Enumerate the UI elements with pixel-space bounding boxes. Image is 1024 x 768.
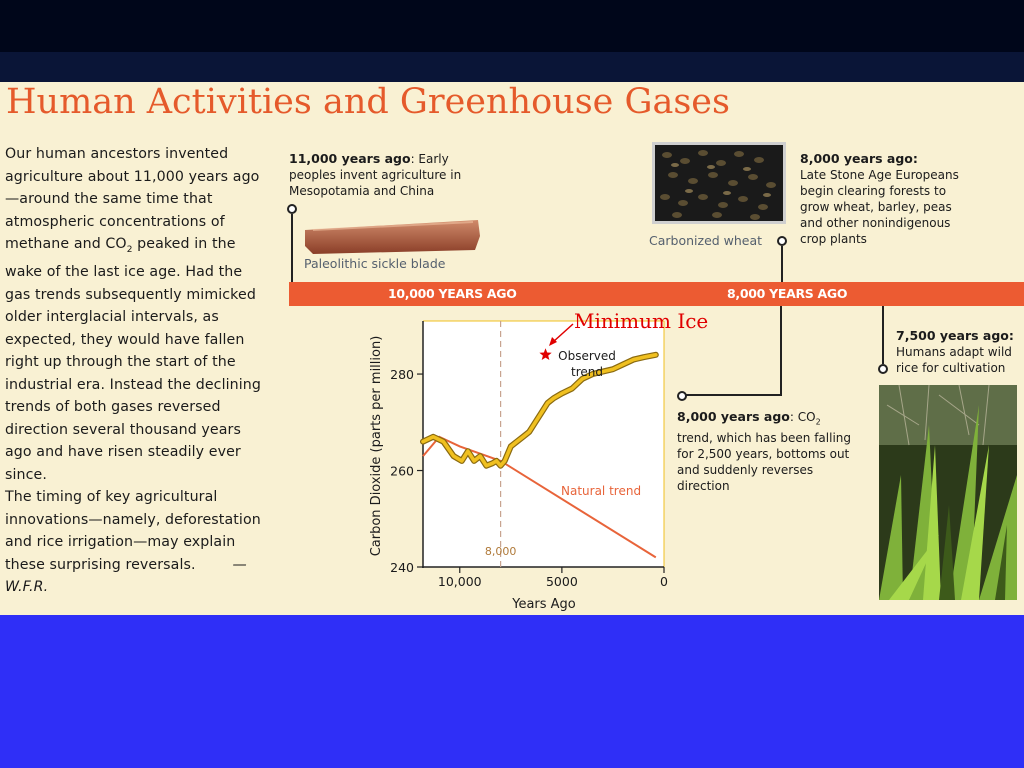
- note-7500: 7,500 years ago: Humans adapt wild rice for cultivation: [896, 328, 1014, 375]
- co2-chart: [360, 300, 680, 612]
- body-text: [5, 143, 267, 599]
- natural-trend-label: Natural trend: [561, 484, 642, 498]
- timeline-connector-8000-co2-horizontal: [686, 394, 782, 396]
- page-title: Human Activities and Greenhouse Gases: [6, 82, 730, 122]
- timeline-connector-11000: [291, 214, 293, 282]
- timeline-connector-8000-co2: [780, 306, 782, 396]
- y-tick-label: 260: [390, 463, 414, 479]
- x-ticks: [438, 567, 668, 589]
- timeline-connector-8000-top: [781, 246, 783, 282]
- y-axis-label: Carbon Dioxide (parts per million): [369, 335, 384, 557]
- observed-trend-label: Observed trend: [558, 349, 616, 379]
- slide-header-band: [0, 52, 1024, 82]
- note-8000-co2: 8,000 years ago: $CO_2$ trend, which has been falling for 2,500 years, bottoms out and suddenly reverses direction: [677, 409, 852, 494]
- timeline-connector-7500: [882, 306, 884, 364]
- timeline-dot-7500: [878, 364, 888, 374]
- body-paragraph-1: Our human ancestors invented agriculture about 11,000 years ago—around the same time that atmospheric concentrations of methane and $CO_2$ peaked in the wake of the last ice age. Had the gas trends subsequently mimicked older interglacial intervals, as expected, they would have fallen right up through the start of the industrial era. Instead the declining trends of both gases reversed direction several thousand years ago and have risen steadily ever since.: [5, 146, 261, 483]
- x-tick-label: 5000: [545, 574, 578, 589]
- signature: —W.F.R.: [5, 556, 247, 596]
- timeline-dot-8000-top: [777, 236, 787, 246]
- minimum-ice-annotation: Minimum Ice: [574, 309, 709, 333]
- wheat-caption: Carbonized wheat: [649, 233, 763, 248]
- subscript-2: 2: [126, 244, 133, 255]
- x-tick-label: 10,000: [437, 574, 482, 589]
- timeline-dot-11000: [287, 204, 297, 214]
- blade-caption: Paleolithic sickle blade: [304, 256, 446, 271]
- note-8000-forests: 8,000 years ago: Late Stone Age Europeans begin clearing forests to grow wheat, barley, peas and other nonindigenous crop plants: [800, 151, 959, 246]
- slide-top-band: [0, 0, 1024, 52]
- sickle-blade-image: [303, 216, 481, 256]
- y-tick-label: 280: [390, 367, 414, 383]
- x-axis-label: Years Ago: [512, 597, 576, 612]
- y-ticks: [390, 367, 423, 575]
- wild-rice-image: [879, 385, 1017, 600]
- timeline-label-10000: 10,000 YEARS AGO: [388, 286, 517, 301]
- note-11000: 11,000 years ago: Early peoples invent agriculture in Mesopotamia and China: [289, 151, 462, 198]
- y-tick-label: 240: [390, 560, 414, 575]
- carbonized-wheat-image: [652, 142, 786, 224]
- reference-line-label: 8,000: [484, 545, 517, 558]
- x-tick-label: 0: [660, 574, 668, 589]
- timeline-label-8000: 8,000 YEARS AGO: [727, 286, 848, 301]
- body-paragraph-2: The timing of key agricultural innovations—namely, deforestation and rice irrigation—may explain these surprising reversals. —W.F.R.: [5, 489, 261, 596]
